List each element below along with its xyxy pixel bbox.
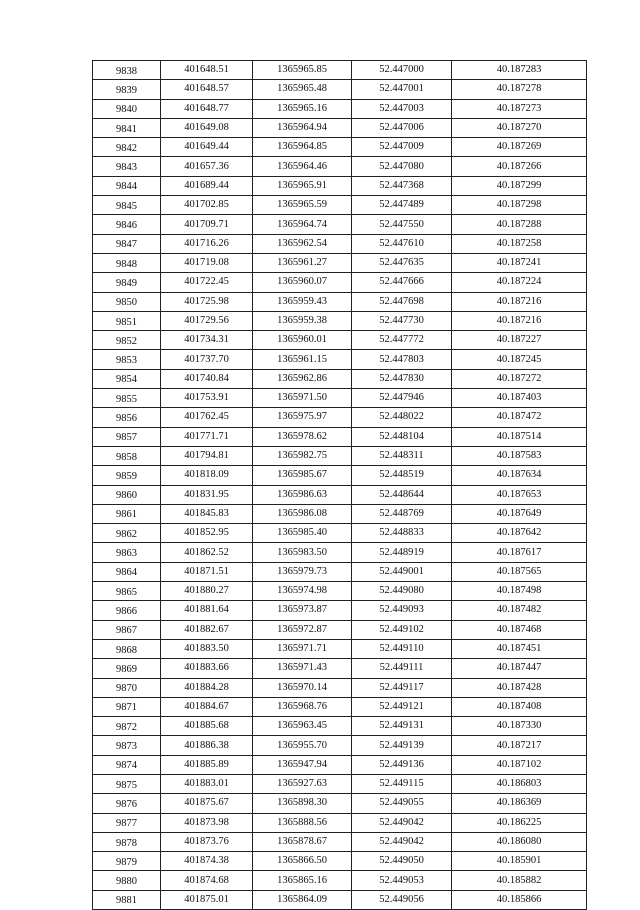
latitude-cell: 52.447803 bbox=[352, 350, 452, 369]
longitude-cell: 40.187270 bbox=[452, 118, 587, 137]
longitude-cell: 40.187498 bbox=[452, 582, 587, 601]
table-row bbox=[93, 601, 587, 620]
northing-cell: 1365979.73 bbox=[253, 562, 352, 581]
point-id-cell: 9850 bbox=[93, 292, 161, 311]
point-id-cell: 9840 bbox=[93, 99, 161, 118]
latitude-cell: 52.449001 bbox=[352, 562, 452, 581]
point-id-cell: 9873 bbox=[93, 736, 161, 755]
point-id-cell: 9857 bbox=[93, 427, 161, 446]
point-id-cell: 9855 bbox=[93, 389, 161, 408]
point-id-cell: 9862 bbox=[93, 524, 161, 543]
latitude-cell: 52.447772 bbox=[352, 331, 452, 350]
point-id-cell: 9872 bbox=[93, 717, 161, 736]
point-id-cell: 9881 bbox=[93, 890, 161, 909]
easting-cell: 401709.71 bbox=[161, 215, 253, 234]
easting-cell: 401874.38 bbox=[161, 852, 253, 871]
northing-cell: 1365975.97 bbox=[253, 408, 352, 427]
easting-cell: 401737.70 bbox=[161, 350, 253, 369]
easting-cell: 401882.67 bbox=[161, 620, 253, 639]
table-row bbox=[93, 389, 587, 408]
easting-cell: 401885.89 bbox=[161, 755, 253, 774]
easting-cell: 401729.56 bbox=[161, 311, 253, 330]
point-id-cell: 9860 bbox=[93, 485, 161, 504]
northing-cell: 1365971.50 bbox=[253, 389, 352, 408]
easting-cell: 401762.45 bbox=[161, 408, 253, 427]
northing-cell: 1365962.86 bbox=[253, 369, 352, 388]
northing-cell: 1365982.75 bbox=[253, 446, 352, 465]
longitude-cell: 40.187266 bbox=[452, 157, 587, 176]
point-id-cell: 9869 bbox=[93, 659, 161, 678]
easting-cell: 401722.45 bbox=[161, 273, 253, 292]
point-id-cell: 9874 bbox=[93, 755, 161, 774]
point-id-cell: 9845 bbox=[93, 196, 161, 215]
point-id-cell: 9858 bbox=[93, 446, 161, 465]
northing-cell: 1365971.43 bbox=[253, 659, 352, 678]
northing-cell: 1365960.07 bbox=[253, 273, 352, 292]
point-id-cell: 9875 bbox=[93, 774, 161, 793]
table-row bbox=[93, 774, 587, 793]
point-id-cell: 9838 bbox=[93, 61, 161, 80]
northing-cell: 1365965.48 bbox=[253, 80, 352, 99]
longitude-cell: 40.187245 bbox=[452, 350, 587, 369]
point-id-cell: 9844 bbox=[93, 176, 161, 195]
longitude-cell: 40.187272 bbox=[452, 369, 587, 388]
table-row bbox=[93, 311, 587, 330]
easting-cell: 401874.68 bbox=[161, 871, 253, 890]
point-id-cell: 9863 bbox=[93, 543, 161, 562]
table-row bbox=[93, 350, 587, 369]
latitude-cell: 52.447368 bbox=[352, 176, 452, 195]
latitude-cell: 52.449139 bbox=[352, 736, 452, 755]
easting-cell: 401753.91 bbox=[161, 389, 253, 408]
longitude-cell: 40.186803 bbox=[452, 774, 587, 793]
longitude-cell: 40.187288 bbox=[452, 215, 587, 234]
latitude-cell: 52.448919 bbox=[352, 543, 452, 562]
latitude-cell: 52.448833 bbox=[352, 524, 452, 543]
longitude-cell: 40.186225 bbox=[452, 813, 587, 832]
latitude-cell: 52.447489 bbox=[352, 196, 452, 215]
northing-cell: 1365973.87 bbox=[253, 601, 352, 620]
longitude-cell: 40.187428 bbox=[452, 678, 587, 697]
latitude-cell: 52.449121 bbox=[352, 697, 452, 716]
longitude-cell: 40.187273 bbox=[452, 99, 587, 118]
latitude-cell: 52.448022 bbox=[352, 408, 452, 427]
longitude-cell: 40.185901 bbox=[452, 852, 587, 871]
latitude-cell: 52.447946 bbox=[352, 389, 452, 408]
table-row bbox=[93, 234, 587, 253]
northing-cell: 1365888.56 bbox=[253, 813, 352, 832]
table-row bbox=[93, 582, 587, 601]
latitude-cell: 52.447003 bbox=[352, 99, 452, 118]
easting-cell: 401689.44 bbox=[161, 176, 253, 195]
easting-cell: 401880.27 bbox=[161, 582, 253, 601]
point-id-cell: 9839 bbox=[93, 80, 161, 99]
point-id-cell: 9848 bbox=[93, 253, 161, 272]
point-id-cell: 9880 bbox=[93, 871, 161, 890]
northing-cell: 1365865.16 bbox=[253, 871, 352, 890]
easting-cell: 401725.98 bbox=[161, 292, 253, 311]
table-row bbox=[93, 253, 587, 272]
table-row bbox=[93, 196, 587, 215]
northing-cell: 1365986.63 bbox=[253, 485, 352, 504]
longitude-cell: 40.187514 bbox=[452, 427, 587, 446]
table-row bbox=[93, 678, 587, 697]
longitude-cell: 40.187299 bbox=[452, 176, 587, 195]
table-row bbox=[93, 157, 587, 176]
easting-cell: 401852.95 bbox=[161, 524, 253, 543]
point-id-cell: 9846 bbox=[93, 215, 161, 234]
easting-cell: 401719.08 bbox=[161, 253, 253, 272]
northing-cell: 1365965.16 bbox=[253, 99, 352, 118]
northing-cell: 1365963.45 bbox=[253, 717, 352, 736]
table-row bbox=[93, 80, 587, 99]
easting-cell: 401648.51 bbox=[161, 61, 253, 80]
longitude-cell: 40.187408 bbox=[452, 697, 587, 716]
table-row bbox=[93, 118, 587, 137]
easting-cell: 401883.66 bbox=[161, 659, 253, 678]
easting-cell: 401734.31 bbox=[161, 331, 253, 350]
latitude-cell: 52.449055 bbox=[352, 794, 452, 813]
easting-cell: 401881.64 bbox=[161, 601, 253, 620]
table-row bbox=[93, 543, 587, 562]
northing-cell: 1365960.01 bbox=[253, 331, 352, 350]
longitude-cell: 40.187283 bbox=[452, 61, 587, 80]
longitude-cell: 40.185866 bbox=[452, 890, 587, 909]
latitude-cell: 52.447080 bbox=[352, 157, 452, 176]
northing-cell: 1365878.67 bbox=[253, 832, 352, 851]
longitude-cell: 40.187642 bbox=[452, 524, 587, 543]
table-row bbox=[93, 292, 587, 311]
easting-cell: 401875.67 bbox=[161, 794, 253, 813]
easting-cell: 401649.44 bbox=[161, 138, 253, 157]
northing-cell: 1365972.87 bbox=[253, 620, 352, 639]
northing-cell: 1365961.27 bbox=[253, 253, 352, 272]
longitude-cell: 40.187298 bbox=[452, 196, 587, 215]
northing-cell: 1365961.15 bbox=[253, 350, 352, 369]
point-id-cell: 9853 bbox=[93, 350, 161, 369]
latitude-cell: 52.449136 bbox=[352, 755, 452, 774]
point-id-cell: 9841 bbox=[93, 118, 161, 137]
longitude-cell: 40.187241 bbox=[452, 253, 587, 272]
longitude-cell: 40.187224 bbox=[452, 273, 587, 292]
longitude-cell: 40.186369 bbox=[452, 794, 587, 813]
table-row bbox=[93, 524, 587, 543]
point-id-cell: 9849 bbox=[93, 273, 161, 292]
point-id-cell: 9866 bbox=[93, 601, 161, 620]
point-id-cell: 9865 bbox=[93, 582, 161, 601]
northing-cell: 1365898.30 bbox=[253, 794, 352, 813]
table-row bbox=[93, 717, 587, 736]
table-row bbox=[93, 620, 587, 639]
longitude-cell: 40.187472 bbox=[452, 408, 587, 427]
northing-cell: 1365864.09 bbox=[253, 890, 352, 909]
point-id-cell: 9842 bbox=[93, 138, 161, 157]
point-id-cell: 9867 bbox=[93, 620, 161, 639]
latitude-cell: 52.449080 bbox=[352, 582, 452, 601]
northing-cell: 1365985.40 bbox=[253, 524, 352, 543]
northing-cell: 1365947.94 bbox=[253, 755, 352, 774]
easting-cell: 401740.84 bbox=[161, 369, 253, 388]
longitude-cell: 40.187216 bbox=[452, 292, 587, 311]
coordinates-table bbox=[92, 60, 587, 910]
table-row bbox=[93, 504, 587, 523]
easting-cell: 401873.98 bbox=[161, 813, 253, 832]
point-id-cell: 9871 bbox=[93, 697, 161, 716]
northing-cell: 1365964.46 bbox=[253, 157, 352, 176]
latitude-cell: 52.448519 bbox=[352, 466, 452, 485]
point-id-cell: 9870 bbox=[93, 678, 161, 697]
longitude-cell: 40.187227 bbox=[452, 331, 587, 350]
table-row bbox=[93, 890, 587, 909]
latitude-cell: 52.449110 bbox=[352, 639, 452, 658]
northing-cell: 1365962.54 bbox=[253, 234, 352, 253]
northing-cell: 1365978.62 bbox=[253, 427, 352, 446]
longitude-cell: 40.187447 bbox=[452, 659, 587, 678]
northing-cell: 1365964.94 bbox=[253, 118, 352, 137]
table-row bbox=[93, 215, 587, 234]
latitude-cell: 52.449131 bbox=[352, 717, 452, 736]
latitude-cell: 52.449115 bbox=[352, 774, 452, 793]
latitude-cell: 52.447550 bbox=[352, 215, 452, 234]
latitude-cell: 52.449053 bbox=[352, 871, 452, 890]
latitude-cell: 52.447009 bbox=[352, 138, 452, 157]
northing-cell: 1365866.50 bbox=[253, 852, 352, 871]
easting-cell: 401831.95 bbox=[161, 485, 253, 504]
latitude-cell: 52.447830 bbox=[352, 369, 452, 388]
easting-cell: 401648.77 bbox=[161, 99, 253, 118]
latitude-cell: 52.449093 bbox=[352, 601, 452, 620]
longitude-cell: 40.187403 bbox=[452, 389, 587, 408]
point-id-cell: 9854 bbox=[93, 369, 161, 388]
longitude-cell: 40.187482 bbox=[452, 601, 587, 620]
table-row bbox=[93, 813, 587, 832]
latitude-cell: 52.448644 bbox=[352, 485, 452, 504]
latitude-cell: 52.449117 bbox=[352, 678, 452, 697]
table-row bbox=[93, 446, 587, 465]
table-row bbox=[93, 871, 587, 890]
table-row bbox=[93, 369, 587, 388]
table-row bbox=[93, 466, 587, 485]
latitude-cell: 52.448104 bbox=[352, 427, 452, 446]
latitude-cell: 52.448311 bbox=[352, 446, 452, 465]
table-row bbox=[93, 852, 587, 871]
latitude-cell: 52.447006 bbox=[352, 118, 452, 137]
table-row bbox=[93, 832, 587, 851]
northing-cell: 1365964.85 bbox=[253, 138, 352, 157]
latitude-cell: 52.447001 bbox=[352, 80, 452, 99]
easting-cell: 401885.68 bbox=[161, 717, 253, 736]
point-id-cell: 9876 bbox=[93, 794, 161, 813]
point-id-cell: 9856 bbox=[93, 408, 161, 427]
longitude-cell: 40.187617 bbox=[452, 543, 587, 562]
northing-cell: 1365965.91 bbox=[253, 176, 352, 195]
point-id-cell: 9878 bbox=[93, 832, 161, 851]
point-id-cell: 9864 bbox=[93, 562, 161, 581]
point-id-cell: 9852 bbox=[93, 331, 161, 350]
easting-cell: 401883.50 bbox=[161, 639, 253, 658]
latitude-cell: 52.449042 bbox=[352, 832, 452, 851]
easting-cell: 401649.08 bbox=[161, 118, 253, 137]
latitude-cell: 52.447635 bbox=[352, 253, 452, 272]
northing-cell: 1365985.67 bbox=[253, 466, 352, 485]
table-row bbox=[93, 427, 587, 446]
longitude-cell: 40.187102 bbox=[452, 755, 587, 774]
table-row bbox=[93, 273, 587, 292]
easting-cell: 401884.67 bbox=[161, 697, 253, 716]
northing-cell: 1365965.85 bbox=[253, 61, 352, 80]
point-id-cell: 9851 bbox=[93, 311, 161, 330]
longitude-cell: 40.187269 bbox=[452, 138, 587, 157]
latitude-cell: 52.447730 bbox=[352, 311, 452, 330]
point-id-cell: 9843 bbox=[93, 157, 161, 176]
easting-cell: 401845.83 bbox=[161, 504, 253, 523]
table-row bbox=[93, 794, 587, 813]
easting-cell: 401648.57 bbox=[161, 80, 253, 99]
longitude-cell: 40.186080 bbox=[452, 832, 587, 851]
latitude-cell: 52.449111 bbox=[352, 659, 452, 678]
easting-cell: 401702.85 bbox=[161, 196, 253, 215]
easting-cell: 401862.52 bbox=[161, 543, 253, 562]
northing-cell: 1365959.38 bbox=[253, 311, 352, 330]
longitude-cell: 40.187565 bbox=[452, 562, 587, 581]
longitude-cell: 40.187330 bbox=[452, 717, 587, 736]
easting-cell: 401884.28 bbox=[161, 678, 253, 697]
table-row bbox=[93, 639, 587, 658]
table-row bbox=[93, 755, 587, 774]
northing-cell: 1365927.63 bbox=[253, 774, 352, 793]
longitude-cell: 40.187653 bbox=[452, 485, 587, 504]
latitude-cell: 52.447000 bbox=[352, 61, 452, 80]
easting-cell: 401657.36 bbox=[161, 157, 253, 176]
northing-cell: 1365974.98 bbox=[253, 582, 352, 601]
easting-cell: 401873.76 bbox=[161, 832, 253, 851]
longitude-cell: 40.187649 bbox=[452, 504, 587, 523]
latitude-cell: 52.447698 bbox=[352, 292, 452, 311]
northing-cell: 1365968.76 bbox=[253, 697, 352, 716]
northing-cell: 1365986.08 bbox=[253, 504, 352, 523]
easting-cell: 401794.81 bbox=[161, 446, 253, 465]
table-row bbox=[93, 331, 587, 350]
northing-cell: 1365983.50 bbox=[253, 543, 352, 562]
table-row bbox=[93, 61, 587, 80]
longitude-cell: 40.185882 bbox=[452, 871, 587, 890]
coordinates-table-body bbox=[93, 61, 587, 910]
longitude-cell: 40.187583 bbox=[452, 446, 587, 465]
table-row bbox=[93, 99, 587, 118]
latitude-cell: 52.449050 bbox=[352, 852, 452, 871]
table-row bbox=[93, 562, 587, 581]
latitude-cell: 52.449056 bbox=[352, 890, 452, 909]
point-id-cell: 9877 bbox=[93, 813, 161, 832]
point-id-cell: 9859 bbox=[93, 466, 161, 485]
longitude-cell: 40.187258 bbox=[452, 234, 587, 253]
easting-cell: 401716.26 bbox=[161, 234, 253, 253]
easting-cell: 401818.09 bbox=[161, 466, 253, 485]
longitude-cell: 40.187278 bbox=[452, 80, 587, 99]
northing-cell: 1365964.74 bbox=[253, 215, 352, 234]
northing-cell: 1365955.70 bbox=[253, 736, 352, 755]
longitude-cell: 40.187634 bbox=[452, 466, 587, 485]
table-row bbox=[93, 736, 587, 755]
easting-cell: 401871.51 bbox=[161, 562, 253, 581]
table-row bbox=[93, 485, 587, 504]
latitude-cell: 52.447666 bbox=[352, 273, 452, 292]
table-row bbox=[93, 408, 587, 427]
table-row bbox=[93, 659, 587, 678]
latitude-cell: 52.447610 bbox=[352, 234, 452, 253]
point-id-cell: 9879 bbox=[93, 852, 161, 871]
point-id-cell: 9847 bbox=[93, 234, 161, 253]
northing-cell: 1365970.14 bbox=[253, 678, 352, 697]
easting-cell: 401771.71 bbox=[161, 427, 253, 446]
northing-cell: 1365965.59 bbox=[253, 196, 352, 215]
table-row bbox=[93, 697, 587, 716]
latitude-cell: 52.449102 bbox=[352, 620, 452, 639]
easting-cell: 401886.38 bbox=[161, 736, 253, 755]
northing-cell: 1365971.71 bbox=[253, 639, 352, 658]
table-row bbox=[93, 176, 587, 195]
table-row bbox=[93, 138, 587, 157]
longitude-cell: 40.187217 bbox=[452, 736, 587, 755]
longitude-cell: 40.187468 bbox=[452, 620, 587, 639]
easting-cell: 401883.01 bbox=[161, 774, 253, 793]
point-id-cell: 9861 bbox=[93, 504, 161, 523]
latitude-cell: 52.449042 bbox=[352, 813, 452, 832]
point-id-cell: 9868 bbox=[93, 639, 161, 658]
latitude-cell: 52.448769 bbox=[352, 504, 452, 523]
longitude-cell: 40.187216 bbox=[452, 311, 587, 330]
northing-cell: 1365959.43 bbox=[253, 292, 352, 311]
easting-cell: 401875.01 bbox=[161, 890, 253, 909]
longitude-cell: 40.187451 bbox=[452, 639, 587, 658]
